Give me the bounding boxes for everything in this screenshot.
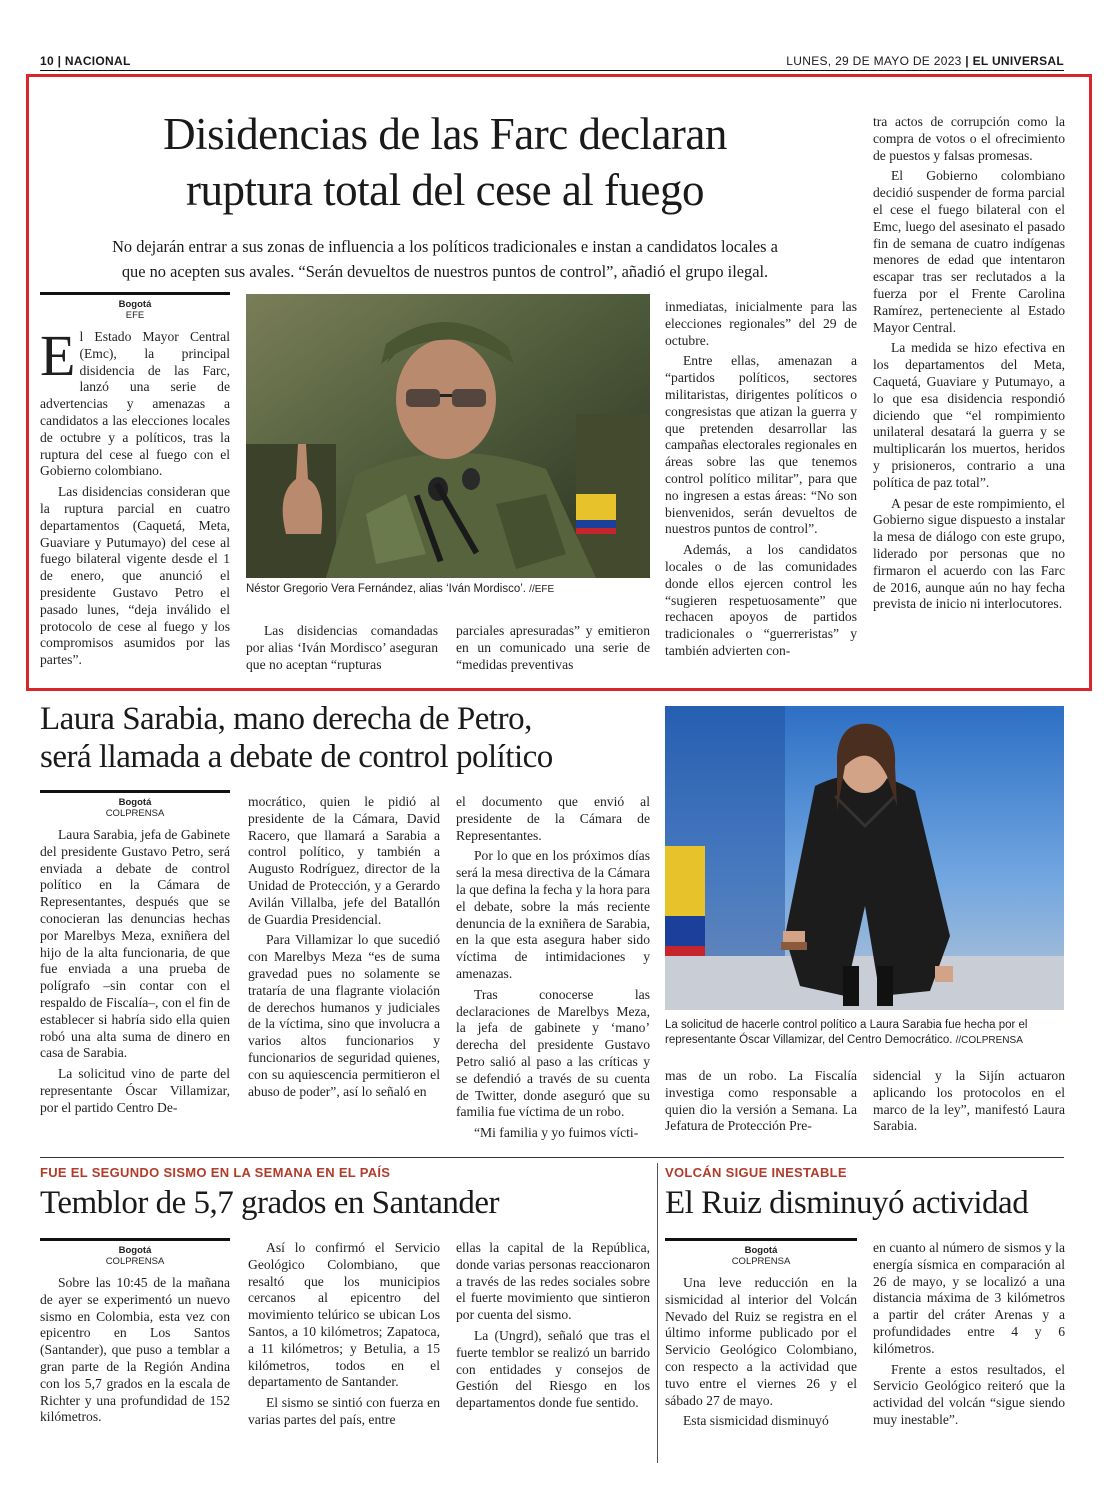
article1-column-4: inmediatas, inicialmente para las elecciones regionales” del 29 de octubre. Entre ellas, amenazan a “partidos políticos, sectores militaristas, dirigentes políticos o congresistas que atizan la guerra y que pretenden desarrollar las campañas electorales regionales en áreas sobre las que tenemos control político militar”, para que no ingresen a estas áreas: “No son bienvenidos, serán devueltos de nuestros puntos de control”. Además, a los candidatos locales o de las comunidades donde ellos ejercen control les “sugieren respetuosamente” que rechacen apoyos de partidos tradicionales o “guerreristas” y también advierten con- <box>665 299 857 658</box>
folio-date: LUNES, 29 DE MAYO DE 2023 <box>786 54 962 68</box>
article1-column-3: parciales apresuradas” y emitieron en un comunicado una serie de “medidas preventivas <box>456 623 650 672</box>
dropcap: E <box>40 323 76 388</box>
article1-headline: Disidencias de las Farc declaran ruptura total del cese al fuego <box>163 109 727 215</box>
article4-column-2: en cuanto al número de sismos y la energía sísmica en comparación al 26 de mayo, y se localizó a una distancia máxima de 3 kilómetros a partir del cráter Arenas y a profundidades entre 4 y 6 kilómetros. Frente a estos resultados, el Servicio Geológico reiteró que la actividad del volcán “sigue siendo muy inestable”. <box>873 1240 1065 1427</box>
article2-headline: Laura Sarabia, mano derecha de Petro, será llamada a debate de control político <box>40 701 553 775</box>
article3-column-3: ellas la capital de la República, donde varias personas reaccionaron a través de las redes sociales sobre el fuerte movimiento que sintieron por cuenta del sismo. La (Ungrd), señaló que tras el fuerte temblor se realizó un barrido con entidades y consejos de Gestión del Riesgo en los departamentos donde fue sentido. <box>456 1240 650 1411</box>
article4-column-1: Bogotá COLPRENSA Una leve reducción en la sismicidad al interior del Volcán Nevado del Ruiz se registra en el último informe publicado por el Servicio Geológico Colombiano, con respecto a la actividad que tuvo entre el viernes 26 y el sábado 27 de mayo. Esta sismicidad disminuyó <box>665 1238 857 1434</box>
folio-left: 10 | NACIONAL <box>40 54 131 68</box>
section-divider <box>40 1157 1064 1158</box>
article2-photo <box>665 706 1064 1010</box>
article1-column-1: Bogotá EFE El Estado Mayor Central (Emc), la principal disidencia de las Farc, lanzó una serie de advertencias y amenazas a candidatos a las elecciones locales de octubre y a políticos, tras la ruptura del cese al fuego con el Gobierno colombiano. Las disidencias consideran que la ruptura parcial en cuatro departamentos (Caquetá, Meta, Guaviare y Putumayo) del cese al fuego bilateral vigente desde el 1 de enero, que anunció el presidente Gustavo Petro el pasado lunes, “deja inválido el protocolo de cese al fuego y los compromisos asumidos por las partes”. <box>40 292 230 673</box>
article3-byline: Bogotá COLPRENSA <box>40 1238 230 1267</box>
article2-column-2: mocrático, quien le pidió al presidente de la Cámara, David Racero, que llamará a Sarabia a control político, y también a Augusto Rodríguez, director de la Unidad de Protección, y a Gerardo Avilán Villalba, jefe del Batallón de Guardia Presidencial. Para Villamizar lo que sucedió con Marelbys Meza “es de suma gravedad pues no solamente se trataría de una flagrante violación de derechos humanos y judiciales de la víctima, sino que involucra a varios altos funcionarios y funcionarios de seguridad quienes, con su aquiescencia permitieron el abuso de poder”, así lo señaló en <box>248 794 440 1099</box>
article1-column-5: tra actos de corrupción como la compra de votos o el ofrecimiento de puestos y falsas promesas. El Gobierno colombiano decidió suspender de forma parcial el cese el fuego bilateral con el Emc, luego del asesinato el pasado fin de semana de cuatro indígenas menores de edad que intentaron escapar tras ser reclutados a la fuerza por el Frente Carolina Ramírez, perteneciente al Estado Mayor Central. La medida se hizo efectiva en los departamentos del Meta, Caquetá, Guaviare y Putumayo, a lo que esa disidencia respondió diciendo que “el rompimiento unilateral desatará la guerra y se multiplicarán los muertos, heridos y prisioneros, contrario a una política de paz total”. A pesar de este rompimiento, el Gobierno sigue dispuesto a instalar la mesa de diálogo con este grupo, liderado por personas que no firmaron el acuerdo con las Farc de 2016, aunque aún no hay fecha prevista de inicio ni interlocutores. <box>873 114 1065 612</box>
article2-photo-caption: La solicitud de hacerle control político a Laura Sarabia fue hecha por el representante Óscar Villamizar, del Centro Democrático. //COLPRENSA <box>665 1019 1028 1046</box>
article4-headline: El Ruiz disminuyó actividad <box>665 1185 1029 1221</box>
article2-column-4: mas de un robo. La Fiscalía investiga como responsable a quien dio la versión a Semana. La Jefatura de Protección Pre- <box>665 1068 857 1134</box>
column-divider <box>657 1163 658 1463</box>
article3-column-1: Bogotá COLPRENSA Sobre las 10:45 de la mañana de ayer se experimentó un nuevo sismo en Colombia, esta vez con epicentro en Los Santos (Santander), que puso a temblar a gran parte de la Región Andina con los 5,7 grados en la escala de Richter y una profundidad de 152 kilómetros. <box>40 1238 230 1430</box>
article3-kicker: FUE EL SEGUNDO SISMO EN LA SEMANA EN EL PAÍS <box>40 1165 391 1180</box>
photo-laura-sarabia <box>665 706 1064 1010</box>
folio-rule <box>40 70 1064 71</box>
article1-deck: No dejarán entrar a sus zonas de influencia a los políticos tradicionales e instan a candidatos locales a que no acepten sus avales. “Serán devueltos de nuestros puntos de control”, añadió el grupo ilegal. <box>112 237 778 281</box>
section-name: NACIONAL <box>64 54 131 68</box>
photo-ivan-mordisco <box>246 294 650 578</box>
article3-column-2: Así lo confirmó el Servicio Geológico Colombiano, que resaltó que los municipios cercanos al epicentro del movimiento telúrico se ubican Los Santos, a 10 kilómetros; Zapatoca, a 11 kilómetros; y Betulia, a 15 kilómetros, todos en el departamento de Santander. El sismo se sintió con fuerza en varias partes del país, entre <box>248 1240 440 1427</box>
article3-headline: Temblor de 5,7 grados en Santander <box>40 1185 500 1221</box>
article2-column-1: Bogotá COLPRENSA Laura Sarabia, jefa de Gabinete del presidente Gustavo Petro, será enviada a debate de control político en la Cámara de Representantes, después que se conocieran las denuncias hechas por Marelbys Meza, exniñera del hijo de la alta funcionaria, de que fue enviada a una prueba de polígrafo –sin contar con el respaldo de Fiscalía–, con el fin de establecer si habría sido ella quien robó una alta suma de dinero en casa de Sarabia. La solicitud vino de parte del representante Óscar Villamizar, por el partido Centro De- <box>40 790 230 1121</box>
article1-column-2: Las disidencias comandadas por alias ‘Iván Mordisco’ aseguran que no aceptan “rupturas <box>246 623 438 672</box>
article2-column-5: sidencial y la Sijín actuaron aplicando los protocolos en el marco de la ley”, manifestó Laura Sarabia. <box>873 1068 1065 1134</box>
folio-right: LUNES, 29 DE MAYO DE 2023 | EL UNIVERSAL <box>786 54 1064 68</box>
article4-byline: Bogotá COLPRENSA <box>665 1238 857 1267</box>
article1-photo-caption: Néstor Gregorio Vera Fernández, alias ‘Iván Mordisco’. //EFE <box>246 583 555 595</box>
article1-byline: Bogotá EFE <box>40 292 230 321</box>
article2-byline: Bogotá COLPRENSA <box>40 790 230 819</box>
article2-column-3: el documento que envió al presidente de la Cámara de Representantes. Por lo que en los próximos días será la mesa directiva de la Cámara la que defina la fecha y la hora para el debate, sobre la más reciente denuncia de la exniñera de Sarabia, en la que esta asegura haber sido víctima de intimidaciones y amenazas. Tras conocerse las declaraciones de Marelbys Meza, la jefa de gabinete y ‘mano’ derecha del presidente Gustavo Petro salió al paso a las críticas y se defendió a través de su cuenta de Twitter, donde aseguró que su familia fue víctima de un robo. “Mi familia y yo fuimos vícti- <box>456 794 650 1141</box>
newspaper-name: EL UNIVERSAL <box>972 54 1064 68</box>
article4-kicker: VOLCÁN SIGUE INESTABLE <box>665 1165 847 1180</box>
article1-photo <box>246 294 650 578</box>
page-number: 10 <box>40 54 54 68</box>
